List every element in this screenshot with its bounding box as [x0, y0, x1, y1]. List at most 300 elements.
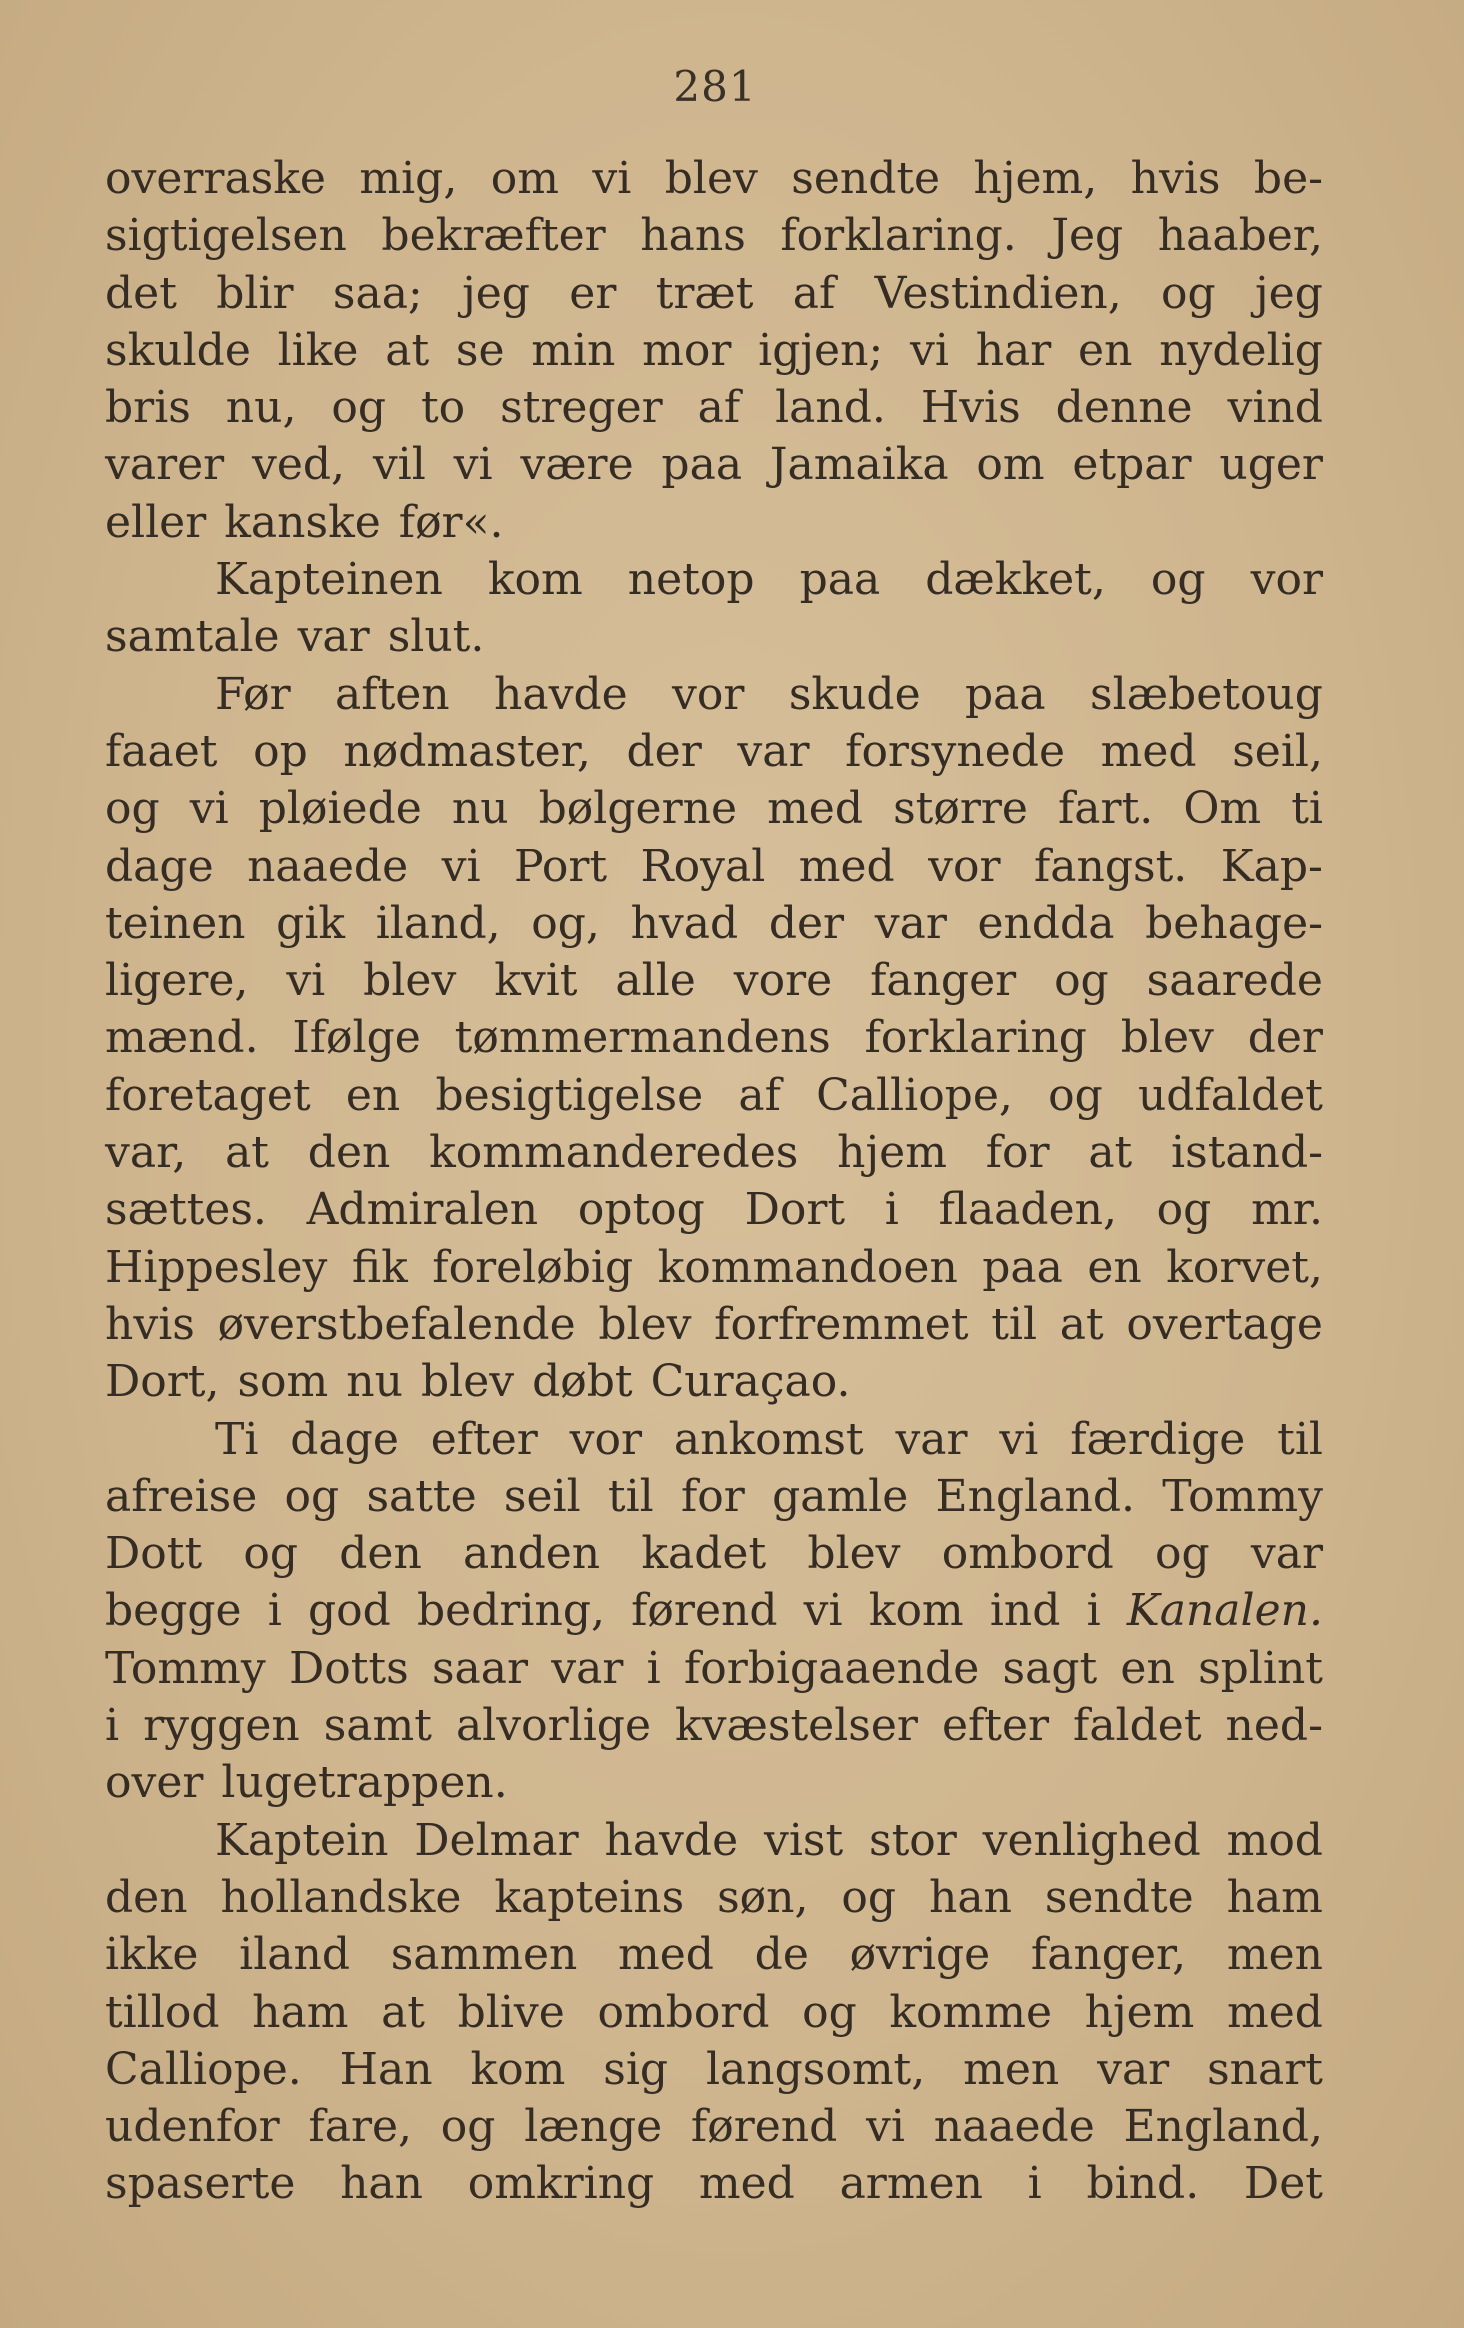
word: mig, [359, 153, 458, 204]
word: saar [431, 1642, 529, 1694]
word: venlighed [982, 1814, 1201, 1866]
word: paa [799, 554, 881, 606]
word: færdige [1070, 1413, 1246, 1465]
word: Calliope. [105, 2043, 302, 2095]
word: forsynede [845, 725, 1065, 777]
word: ti [1291, 783, 1323, 835]
word: dage [105, 840, 214, 892]
word: før«. [398, 496, 504, 548]
word: nydelig [1159, 324, 1323, 376]
word: en [1087, 1241, 1142, 1293]
word: en [1120, 1642, 1175, 1694]
word: Tommy [1162, 1470, 1323, 1522]
word: vi [803, 1585, 843, 1637]
word: omkring [467, 2158, 655, 2210]
word: og [331, 382, 387, 434]
page-number: 281 [673, 62, 757, 111]
word: begge [105, 1585, 242, 1637]
word: og [1156, 1184, 1212, 1236]
word: længe [524, 2101, 663, 2153]
word: at [385, 324, 430, 376]
text-line [105, 780, 1323, 837]
word: foretaget [105, 1069, 311, 1121]
word: naaede [247, 840, 409, 892]
word: sættes. [105, 1184, 267, 1236]
word: Ifølge [292, 1012, 421, 1064]
word: paa [965, 668, 1046, 720]
word: blev [420, 1356, 515, 1408]
word: vi [189, 783, 229, 835]
text-line [105, 1984, 1323, 2041]
word: fart. [1058, 783, 1154, 835]
word: Tommy [105, 1642, 266, 1694]
word: træt [655, 267, 754, 319]
word: den [105, 1871, 188, 1923]
word: ombord [941, 1528, 1114, 1580]
word: iland, [375, 897, 501, 949]
text-line [105, 1582, 1323, 1639]
word: efter [430, 1413, 538, 1465]
word: naaede [933, 2101, 1095, 2153]
word: igjen; [758, 324, 884, 376]
word: nu [346, 1356, 403, 1408]
word: øverstbefalende [217, 1298, 576, 1350]
word: det [105, 267, 177, 319]
word: og [1054, 955, 1109, 1007]
word: saa; [332, 267, 423, 319]
word: i [1027, 2158, 1042, 2210]
text-line [105, 895, 1323, 952]
text-line [105, 723, 1323, 780]
word: Dort [744, 1184, 846, 1236]
word: komme [889, 1986, 1053, 2038]
word: at [225, 1127, 269, 1179]
word: kanske [224, 496, 381, 548]
word: døbt [532, 1356, 633, 1408]
text-line [105, 952, 1323, 1009]
word: førend [690, 2101, 838, 2153]
word: Dott [105, 1528, 203, 1580]
text-line [105, 2098, 1323, 2155]
word: en [1078, 324, 1133, 376]
word: den [307, 1127, 391, 1179]
word: med [1227, 1986, 1323, 2038]
word: vil [372, 439, 426, 491]
word: og [1155, 1528, 1210, 1580]
word: hjem, [973, 153, 1098, 204]
word: Ti [215, 1413, 259, 1465]
word: splint [1198, 1642, 1323, 1694]
text-line [105, 1353, 1323, 1410]
word: der [1247, 1012, 1323, 1064]
word: tillod [105, 1986, 220, 2038]
text-line [105, 1754, 1323, 1811]
word: mr. [1251, 1184, 1323, 1236]
word: streger [500, 382, 663, 434]
word: ligere, [105, 955, 249, 1007]
word: af [738, 1069, 781, 1121]
word: bekræfter [381, 210, 606, 262]
text-line [105, 1009, 1323, 1066]
word: over [105, 1757, 204, 1809]
word: Han [339, 2043, 433, 2095]
word: var [551, 1642, 624, 1694]
word: var [1097, 2043, 1170, 2095]
word: stor [869, 1814, 957, 1866]
word: om [490, 153, 559, 204]
word: har [975, 324, 1052, 376]
text-line [105, 150, 1323, 207]
word: England, [1123, 2101, 1323, 2153]
word: denne [1055, 382, 1193, 434]
word: sammen [390, 1929, 578, 1981]
word: forklaring. [780, 210, 1017, 262]
word: overraske [105, 153, 326, 204]
word: jeg [462, 267, 530, 319]
word: ved, [251, 439, 346, 491]
word: ikke [105, 1929, 199, 1981]
word: Jeg [1051, 210, 1124, 262]
word: Port [514, 840, 608, 892]
word: lugetrappen. [221, 1757, 508, 1809]
word: samtale [105, 611, 280, 663]
word: med [698, 2158, 795, 2210]
word: nu [451, 783, 509, 835]
word: uger [1219, 439, 1323, 491]
word: havde [494, 668, 628, 720]
word: en [345, 1069, 401, 1121]
word: flaaden, [938, 1184, 1117, 1236]
word: Royal [640, 840, 766, 892]
word: vor [928, 840, 1001, 892]
word: af [792, 267, 836, 319]
word: Før [215, 668, 291, 720]
word: udfaldet [1137, 1069, 1323, 1121]
text-line [105, 551, 1323, 608]
word: Hvis [920, 382, 1021, 434]
word: ned- [1225, 1700, 1323, 1752]
word: til [1277, 1413, 1323, 1465]
word: der [768, 897, 845, 949]
word: udenfor [105, 2101, 280, 2153]
word: var [874, 897, 947, 949]
word: og [1150, 554, 1206, 606]
word: efter [941, 1700, 1050, 1752]
word: satte [366, 1470, 477, 1522]
word: førend [631, 1585, 778, 1637]
text-line [105, 265, 1323, 322]
word: sagt [1002, 1642, 1098, 1694]
word: Kaptein [215, 1814, 389, 1866]
text-line [105, 1239, 1323, 1296]
word: og [284, 1470, 340, 1522]
word: vi [441, 840, 481, 892]
word: men [1226, 1929, 1323, 1981]
word: ham [252, 1986, 349, 2038]
text-line [105, 436, 1323, 493]
word: mænd. [105, 1012, 259, 1064]
word: fare, [308, 2101, 413, 2153]
word: be- [1253, 153, 1323, 204]
word: pløiede [258, 783, 422, 835]
word: faaet [105, 725, 218, 777]
word: fanger [870, 955, 1017, 1007]
word: i [267, 1585, 282, 1637]
word: kom [487, 554, 583, 606]
word: vi [910, 324, 949, 376]
word: alvorlige [455, 1700, 651, 1752]
word: hjem [1084, 1986, 1195, 2038]
word: som [237, 1356, 329, 1408]
word: kadet [641, 1528, 767, 1580]
word: for [681, 1470, 745, 1522]
word: i [1086, 1585, 1101, 1637]
word: haaber, [1157, 210, 1323, 262]
word: anden [463, 1528, 601, 1580]
word: ind [989, 1585, 1061, 1637]
word: paa [982, 1241, 1063, 1293]
word: etpar [1072, 439, 1192, 491]
word: vi [286, 955, 326, 1007]
word: til [991, 1298, 1038, 1350]
word: af [697, 382, 741, 434]
word: Hippesley [105, 1241, 328, 1293]
word: sendte [791, 153, 941, 204]
text-line [105, 1926, 1323, 1983]
word: den [339, 1528, 422, 1580]
word: i [105, 1700, 120, 1752]
word: at [381, 1986, 425, 2038]
text-line [105, 1697, 1323, 1754]
word: alle [615, 955, 696, 1007]
word: se [455, 324, 505, 376]
word: behage- [1145, 897, 1323, 949]
word: netop [627, 554, 755, 606]
word: for [985, 1127, 1050, 1179]
word: blir [216, 267, 294, 319]
word: bris [105, 382, 191, 434]
text-line [105, 666, 1323, 723]
word: fangst. [1034, 840, 1188, 892]
word: bedring, [417, 1585, 605, 1637]
text-line [105, 1468, 1323, 1525]
word: hvad [630, 897, 739, 949]
word: seil, [1232, 725, 1323, 777]
word: varer [105, 439, 225, 491]
word: kommanderedes [429, 1127, 799, 1179]
word: blev [598, 1298, 692, 1350]
word: afreise [105, 1470, 258, 1522]
word: op [253, 725, 308, 777]
text-line [105, 1869, 1323, 1926]
word: og [1048, 1069, 1103, 1121]
word: besigtigelse [435, 1069, 704, 1121]
word: sendte [1044, 1871, 1194, 1923]
word: fik [351, 1241, 408, 1293]
word: to [421, 382, 466, 434]
word: han [340, 2158, 423, 2210]
word: vi [453, 439, 493, 491]
word: om [976, 439, 1045, 491]
word: vore [733, 955, 833, 1007]
word: være [520, 439, 634, 491]
word: Admiralen [306, 1184, 539, 1236]
word: foreløbig [432, 1241, 634, 1293]
word: eller [105, 496, 207, 548]
text-line [105, 1124, 1323, 1181]
text-line [105, 207, 1323, 264]
word: blive [457, 1986, 565, 2038]
word: med [618, 1929, 714, 1981]
text-line [105, 608, 1323, 665]
word: Kanalen. [1126, 1585, 1323, 1637]
word: korvet, [1166, 1241, 1323, 1293]
word: slut. [387, 611, 485, 663]
word: god [308, 1585, 391, 1637]
word: der [626, 725, 702, 777]
word: at [1088, 1127, 1133, 1179]
word: faldet [1073, 1700, 1202, 1752]
word: snart [1207, 2043, 1323, 2095]
word: var [895, 1413, 968, 1465]
word: og [841, 1871, 897, 1923]
word: optog [577, 1184, 705, 1236]
word: havde [604, 1814, 739, 1866]
word: til [607, 1470, 654, 1522]
word: og [105, 783, 160, 835]
word: de [754, 1929, 809, 1981]
text-line [105, 322, 1323, 379]
word: hollandske [220, 1871, 462, 1923]
word: kapteins [494, 1871, 685, 1923]
word: blev [807, 1528, 901, 1580]
word: blev [664, 153, 758, 204]
word: istand- [1171, 1127, 1323, 1179]
word: ryggen [143, 1700, 300, 1752]
text-line [105, 1296, 1323, 1353]
word: var [297, 611, 370, 663]
word: med [767, 783, 863, 835]
text-line [105, 1411, 1323, 1468]
word: like [277, 324, 359, 376]
word: forfremmet [714, 1298, 969, 1350]
text-line [105, 2041, 1323, 2098]
word: nu, [225, 382, 297, 434]
word: Dort, [105, 1356, 220, 1408]
word: aften [335, 668, 450, 720]
text-line [105, 1181, 1323, 1238]
word: land. [775, 382, 886, 434]
word: armen [839, 2158, 983, 2210]
word: fanger, [1030, 1929, 1187, 1981]
word: vi [866, 2101, 905, 2153]
word: vor [672, 668, 745, 720]
word: øvrige [849, 1929, 991, 1981]
word: nødmaster, [343, 725, 591, 777]
word: i [884, 1184, 899, 1236]
word: kommandoen [657, 1241, 958, 1293]
word: ham [1226, 1871, 1323, 1923]
word: Kapteinen [215, 554, 443, 606]
word: paa [661, 439, 743, 491]
word: han [929, 1871, 1012, 1923]
word: iland [239, 1929, 351, 1981]
word: endda [977, 897, 1115, 949]
word: sig [603, 2043, 669, 2095]
word: ombord [597, 1986, 770, 2038]
word: vor [1250, 554, 1323, 606]
word: gamle [772, 1470, 909, 1522]
word: tømmermandens [454, 1012, 831, 1064]
word: skude [788, 668, 921, 720]
word: ankomst [673, 1413, 864, 1465]
word: forbigaaende [683, 1642, 980, 1694]
word: dækket, [925, 554, 1106, 606]
word: og, [531, 897, 600, 949]
word: spaserte [105, 2158, 296, 2210]
text-line [105, 1812, 1323, 1869]
word: mor [642, 324, 732, 376]
word: var, [105, 1127, 187, 1179]
word: Vestindien, [874, 267, 1122, 319]
word: er [569, 267, 617, 319]
word: kvit [494, 955, 578, 1007]
word: teinen [105, 897, 246, 949]
word: skulde [105, 324, 251, 376]
word: Calliope, [816, 1069, 1013, 1121]
word: England. [935, 1470, 1135, 1522]
word: bølgerne [538, 783, 737, 835]
text-line [105, 379, 1323, 436]
word: blev [363, 955, 457, 1007]
body-text [105, 150, 1323, 2213]
word: min [531, 324, 616, 376]
word: var [737, 725, 810, 777]
word: kvæstelser [675, 1700, 918, 1752]
word: hans [640, 210, 746, 262]
word: at [1059, 1298, 1104, 1350]
word: vist [763, 1814, 844, 1866]
word: vor [569, 1413, 643, 1465]
word: sigtigelsen [105, 210, 347, 262]
word: Det [1243, 2158, 1323, 2210]
word: og [802, 1986, 857, 2038]
text-line [105, 838, 1323, 895]
text-line [105, 1640, 1323, 1697]
word: kom [868, 1585, 964, 1637]
word: forklaring [864, 1012, 1087, 1064]
word: mod [1226, 1814, 1323, 1866]
word: og [440, 2101, 496, 2153]
text-line [105, 1525, 1323, 1582]
word: jeg [1255, 267, 1323, 319]
word: vi [999, 1413, 1039, 1465]
word: Kap- [1220, 840, 1323, 892]
word: hjem [837, 1127, 947, 1179]
word: saarede [1146, 955, 1323, 1007]
word: slæbetoug [1090, 668, 1323, 720]
word: var [1250, 1528, 1323, 1580]
word: seil [503, 1470, 581, 1522]
word: større [893, 783, 1028, 835]
word: med [1100, 725, 1197, 777]
word: kom [470, 2043, 566, 2095]
text-line [105, 1067, 1323, 1124]
word: langsomt, [705, 2043, 926, 2095]
word: men [963, 2043, 1060, 2095]
word: samt [323, 1700, 432, 1752]
word: blev [1120, 1012, 1214, 1064]
